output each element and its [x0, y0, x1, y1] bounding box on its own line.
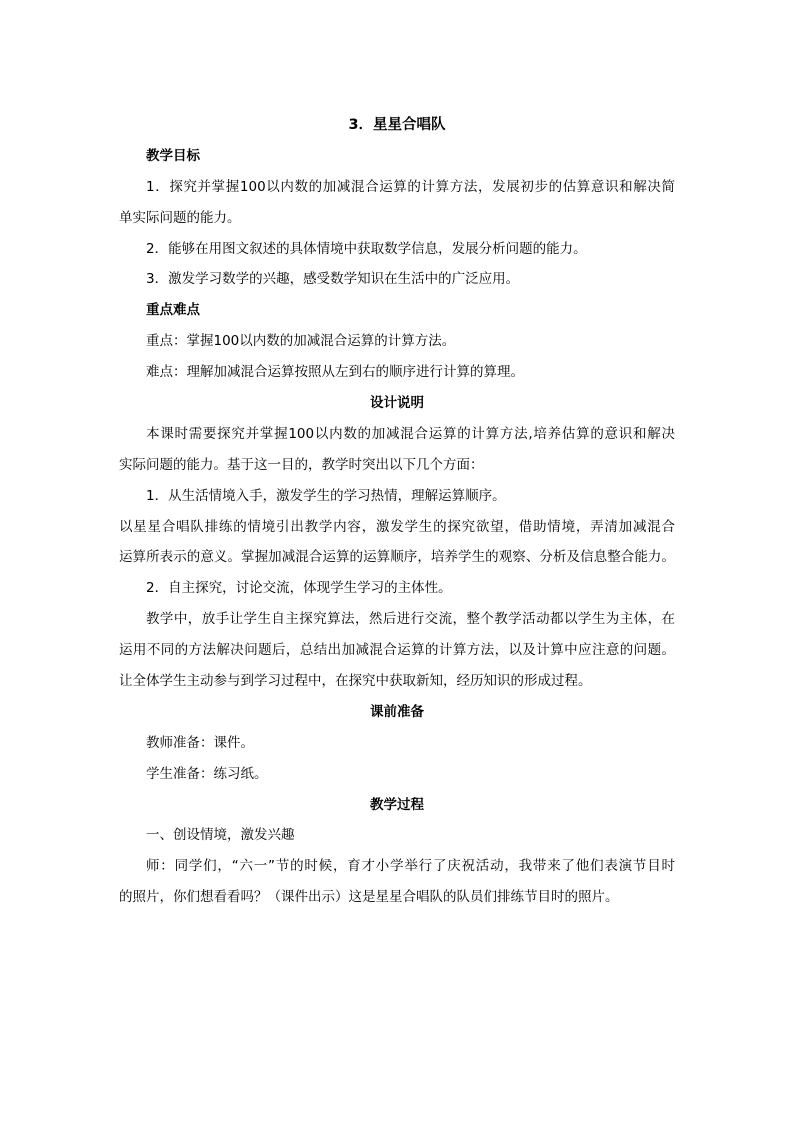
- paragraph-line: 以星星合唱队排练的情境引出教学内容，激发学生的探究欲望，借助情境，弄清加减混合: [119, 518, 675, 535]
- paragraph-line: 学生准备：练习纸。: [146, 765, 268, 782]
- paragraph-line: 教学中，放手让学生自主探究算法，然后进行交流，整个教学活动都以学生为主体，在: [146, 611, 675, 628]
- section-heading-teaching-goals: 教学目标: [146, 147, 200, 164]
- document-body: [119, 114, 675, 917]
- section-heading-teaching-process: 教学过程: [370, 796, 424, 813]
- paragraph-line: 运用不同的方法解决问题后，总结出加减混合运算的计算方法，以及计算中应注意的问题。: [119, 642, 675, 659]
- paragraph-line: 让全体学生主动参与到学习过程中，在探究中获取新知，经历知识的形成过程。: [119, 673, 592, 690]
- section-heading-key-points: 重点难点: [146, 302, 200, 319]
- paragraph-line: 本课时需要探究并掌握100以内数的加减混合运算的计算方法,培养估算的意识和解决: [146, 425, 675, 442]
- paragraph-line: 2．能够在用图文叙述的具体情境中获取数学信息，发展分析问题的能力。: [146, 240, 587, 257]
- paragraph-line: 的照片，你们想看看吗？（课件出示）这是星星合唱队的队员们排练节目时的照片。: [119, 889, 619, 906]
- paragraph-line: 2．自主探究，讨论交流，体现学生学习的主体性。: [146, 580, 452, 597]
- paragraph-line: 单实际问题的能力。: [119, 209, 241, 226]
- document-title: 3．星星合唱队: [348, 117, 446, 133]
- paragraph-line: 教师准备：课件。: [146, 734, 254, 751]
- paragraph-line: 1．探究并掌握100以内数的加减混合运算的计算方法，发展初步的估算意识和解决简: [146, 178, 675, 195]
- paragraph-line: 一、创设情境，激发兴趣: [146, 827, 295, 844]
- paragraph-line: 1．从生活情境入手，激发学生的学习热情，理解运算顺序。: [146, 487, 506, 504]
- section-heading-design-notes: 设计说明: [370, 395, 424, 412]
- paragraph-line: 3．激发学习数学的兴趣，感受数学知识在生活中的广泛应用。: [146, 271, 520, 288]
- paragraph-line: 运算所表示的意义。掌握加减混合运算的运算顺序，培养学生的观察、分析及信息整合能力。: [119, 549, 675, 566]
- paragraph-line: 难点：理解加减混合运算按照从左到右的顺序进行计算的算理。: [146, 364, 524, 381]
- paragraph-line: 实际问题的能力。基于这一目的，教学时突出以下几个方面：: [119, 456, 484, 473]
- paragraph-line: 师：同学们，“六一”节的时候，育才小学举行了庆祝活动，我带来了他们表演节目时: [146, 858, 675, 875]
- paragraph-line: 重点：掌握100以内数的加减混合运算的计算方法。: [146, 333, 456, 350]
- section-heading-preparation: 课前准备: [370, 703, 424, 720]
